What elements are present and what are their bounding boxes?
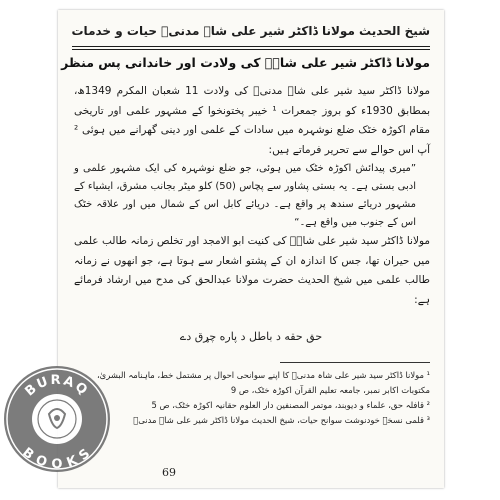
stamp-top-text: BURAQ — [22, 372, 92, 400]
header-rule-thin — [72, 49, 430, 50]
running-header: شیخ الحدیث مولانا ڈاکٹر شیر علی شاہ مدنیؒ حیات و خدمات — [71, 24, 430, 38]
footnote-rule — [280, 362, 430, 363]
quote-paragraph: ”میری پیدائش اکوڑہ خٹک میں ہوئی، جو ضلع نوشہرہ کی ایک مشہور علمی و ادبی بستی ہے۔ یہ بستی پشاور سے پچاس (50) کلو میٹر بجانب مشرق، ایشیاء کے مشہور دریائے سندھ پر واقع ہے۔ دریائے کابل اس کے شمال میں اور علاقہ خٹک اس کے جنوب میں واقع ہے۔“ — [74, 163, 416, 228]
footnote: ¹ مولانا ڈاکٹر سید شیر علی شاہ مدنیؒ کا اپنے سوانحی احوال پر مشتمل خط، ماہنامہ البشریٰ، مکتوبات اکابر نمبر، جامعہ تعلیم القرآن اکوڑہ خٹک، ص 9 — [96, 370, 430, 395]
watermark-stamp — [4, 366, 110, 472]
verse: حق حقه د باطل د پاره چړق دے — [179, 330, 323, 343]
footnote: ³ قلمی نسخہ خودنوشت سوانح حیات، شیخ الحدیث مولانا ڈاکٹر شیر علی شاہ مدنیؒ — [133, 415, 430, 425]
footnote: ² قافلہ حق، علماء و دیوبند، موتمر المصنفین دار العلوم حقانیہ اکوڑہ خٹک، ص 5 — [151, 400, 430, 410]
paragraph: مولانا ڈاکٹر سید شیر علی شاہ مدنیؒ کی ولادت 11 شعبان المکرم 1349ھ، بمطابق 1930ء کو بروز جمعرات ¹ خیبر پختونخوا کے مشہور علمی اور تاریخی مقام اکوڑہ خٹک ضلع نوشہرہ میں سادات کے علمی اور دینی گھرانے میں ہوئی ² آپ اس حوالے سے تحریر فرماتے ہیں: — [74, 85, 431, 156]
header-rule — [72, 46, 430, 47]
stamp-bottom-text: BOOKS — [19, 445, 95, 472]
stamp-dot — [54, 415, 60, 421]
stamp-logo — [4, 366, 110, 472]
paragraph: مولانا ڈاکٹر سید شیر علی شاہؒ کی کنیت ابو الامجد اور تخلص زمانہ طالب علمی میں حیران تھا، جس کا اندازہ ان کے پشتو اشعار سے ہوتا ہے، جو انھوں نے زمانہ طالب علمی میں شیخ الحدیث حضرت مولانا عبدالحق کی مدح میں ارشاد فرمائے ہے: — [74, 235, 430, 306]
body-text — [74, 82, 430, 310]
book-page — [58, 10, 444, 488]
footnotes — [74, 368, 430, 428]
page-number: 69 — [162, 466, 176, 479]
section-heading: مولانا ڈاکٹر شیر علی شاہؒ کی ولادت اور خاندانی پس منظر — [61, 55, 430, 70]
